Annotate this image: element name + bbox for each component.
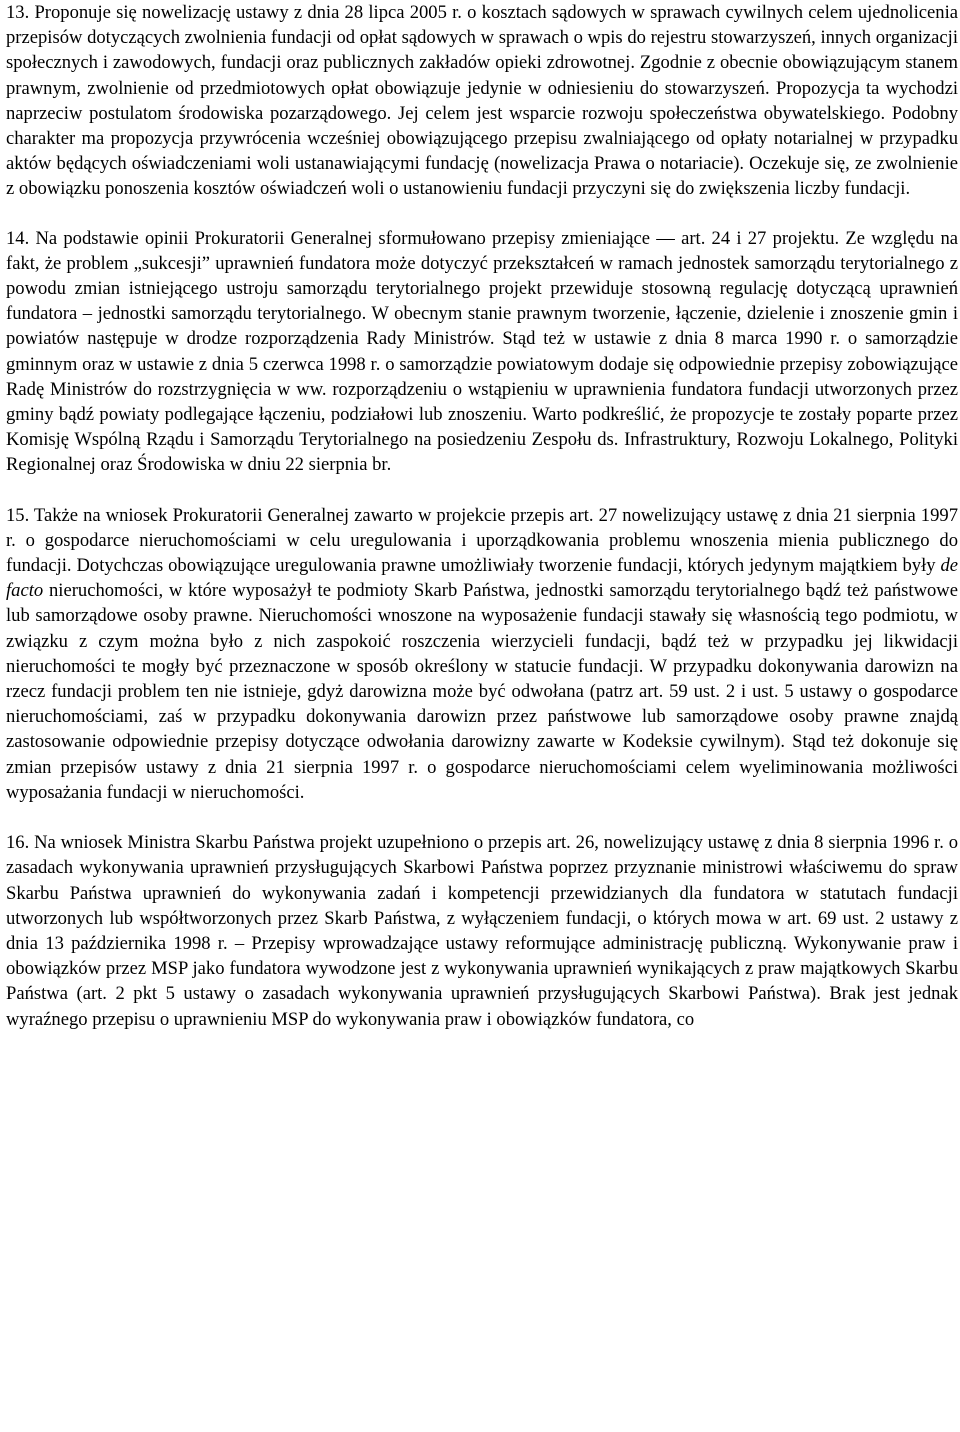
- paragraph-15-text-end: nieruchomości, w które wyposażył te podmioty Skarb Państwa, jednostki samorządu terytorialnego bądź też państwowe lub samorządowe osoby prawne. Nieruchomości wnoszone na wyposażenie fundacji stawały się własnością tego podmiotu, w związku z czym można było z nich zaspokoić roszczenia wierzycieli fundacji, bądź też w przypadku jej likwidacji nieruchomości te mogły być przeznaczone w sposób określony w statucie fundacji. W przypadku dokonywania darowizn na rzecz fundacji problem ten nie istnieje, gdyż darowizna może być odwołana (patrz art. 59 ust. 2 i ust. 5 ustawy o gospodarce nieruchomościami, zaś w przypadku dokonywania darowizn przez państwowe lub samorządowe osoby prawne znajdą zastosowanie odpowiednie przepisy dotyczące odwołania darowizny zawarte w Kodeksie cywilnym). Stąd też dokonuje się zmian przepisów ustawy z dnia 21 sierpnia 1997 r. o gospodarce nieruchomościami celem wyeliminowania możliwości wyposażania fundacji w nieruchomości.: [6, 580, 958, 803]
- document-page: [6, 0, 958, 1032]
- paragraph-15-italic-phrase: de facto: [6, 555, 958, 602]
- paragraph-14: 14. Na podstawie opinii Prokuratorii Generalnej sformułowano przepisy zmieniające — art. 24 i 27 projektu. Ze względu na fakt, że problem „sukcesji” uprawnień fundatora może dotyczyć przekształceń w ramach jednostek samorządu terytorialnego z powodu zmian istniejącego ustroju samorządu terytorialnego projekt przewiduje stosowną regulację dotyczącą uprawnień fundatora – jednostki samorządu terytorialnego. W obecnym stanie prawnym tworzenie, łączenie, dzielenie i znoszenie gmin i powiatów następuje w drodze rozporządzenia Rady Ministrów. Stąd też w ustawie z dnia 8 marca 1990 r. o samorządzie gminnym oraz w ustawie z dnia 5 czerwca 1998 r. o samorządzie powiatowym dodaje się odpowiednie przepisy zobowiązujące Radę Ministrów do rozstrzygnięcia w ww. rozporządzeniu o wstąpieniu w uprawnienia fundatora fundacji utworzonych przez gminy bądź powiaty podlegające łączeniu, podziałowi lub znoszeniu. Warto podkreślić, że propozycje te zostały poparte przez Komisję Wspólną Rządu i Samorządu Terytorialnego na posiedzeniu Zespołu ds. Infrastruktury, Rozwoju Lokalnego, Polityki Regionalnej oraz Środowiska w dniu 22 sierpnia br.: [6, 227, 958, 476]
- paragraph-15-text-start: 15. Także na wniosek Prokuratorii Generalnej zawarto w projekcie przepis art. 27 nowelizujący ustawę z dnia 21 sierpnia 1997 r. o gospodarce nieruchomościami w celu uregulowania i uporządkowania problemu wnoszenia mienia publicznego do fundacji. Dotychczas obowiązujące uregulowania prawne umożliwiały tworzenie fundacji, których jedynym majątkiem były: [6, 504, 958, 577]
- paragraph-16: 16. Na wniosek Ministra Skarbu Państwa projekt uzupełniono o przepis art. 26, nowelizujący ustawę z dnia 8 sierpnia 1996 r. o zasadach wykonywania uprawnień przysługujących Skarbowi Państwa poprzez przyznanie ministrowi właściwemu do spraw Skarbu Państwa uprawnień do wykonywania zadań i kompetencji przewidzianych dla fundatora w statutach fundacji utworzonych lub współtworzonych przez Skarb Państwa, z wyłączeniem fundacji, o których mowa w art. 69 ust. 2 ustawy z dnia 13 października 1998 r. – Przepisy wprowadzające ustawy reformujące administrację publiczną. Wykonywanie praw i obowiązków przez MSP jako fundatora wywodzone jest z wykonywania uprawnień wynikających z praw majątkowych Skarbu Państwa (art. 2 pkt 5 ustawy o zasadach wykonywania uprawnień przysługujących Skarbowi Państwa). Brak jest jednak wyraźnego przepisu o uprawnieniu MSP do wykonywania praw i obowiązków fundatora, co: [6, 832, 958, 1030]
- paragraph-15: [6, 503, 958, 805]
- paragraph-13: 13. Proponuje się nowelizację ustawy z dnia 28 lipca 2005 r. o kosztach sądowych w sprawach cywilnych celem ujednolicenia przepisów dotyczących zwolnienia fundacji od opłat sądowych w sprawach o wpis do rejestru stowarzyszeń, innych organizacji społecznych i zawodowych, fundacji oraz publicznych zakładów opieki zdrowotnej. Zgodnie z obecnie obowiązującym stanem prawnym, zwolnienie od przedmiotowych opłat obowiązuje jedynie w odniesieniu do stowarzyszeń. Propozycja ta wychodzi naprzeciw postulatom środowiska pozarządowego. Jej celem jest wsparcie rozwoju społeczeństwa obywatelskiego. Podobny charakter ma propozycja przywrócenia wcześniej obowiązującego przepisu zwalniającego od opłaty notarialnej w przypadku aktów będących oświadczeniami woli ustanawiającymi fundację (nowelizacja Prawa o notariacie). Oczekuje się, ze zwolnienie z obowiązku ponoszenia kosztów oświadczeń woli o ustanowieniu fundacji przyczyni się do zwiększenia liczby fundacji.: [6, 2, 958, 200]
